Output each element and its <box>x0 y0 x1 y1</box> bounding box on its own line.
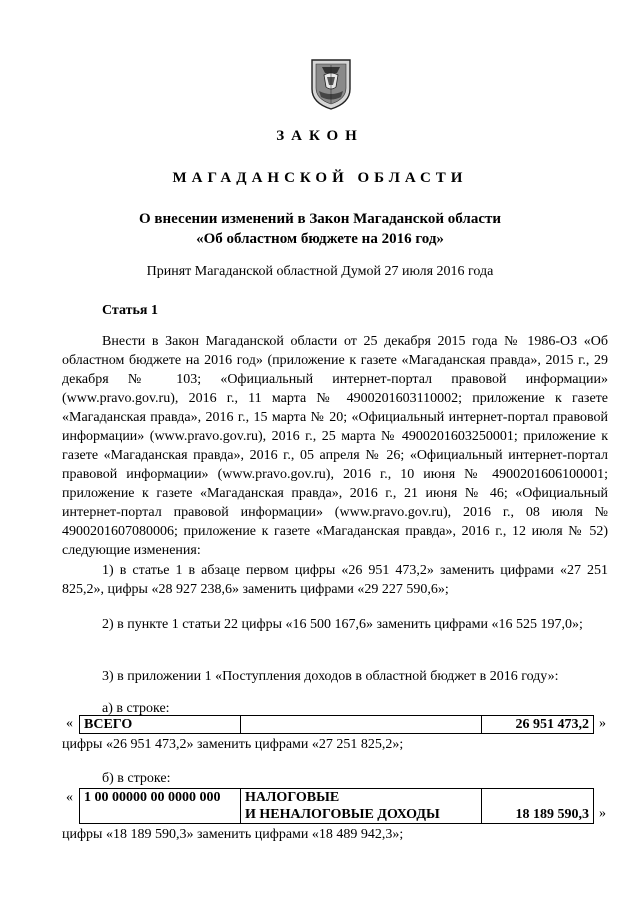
sub-item-b-label: б) в строке: <box>102 771 171 786</box>
row-code-cell: ВСЕГО <box>80 716 241 734</box>
sub-item-a-replacement: цифры «26 951 473,2» заменить цифрами «27 251 825,2»; <box>62 737 404 752</box>
law-subtitle <box>0 209 640 249</box>
table-row <box>80 716 594 734</box>
row-name-cell <box>241 789 482 824</box>
quote-close: » <box>599 806 606 821</box>
amendment-item-3: 3) в приложении 1 «Поступления доходов в областной бюджет в 2016 году»: <box>102 669 559 684</box>
coat-of-arms-icon <box>309 57 353 111</box>
row-name-line-1: НАЛОГОВЫЕ <box>245 790 340 805</box>
row-value-cell: 26 951 473,2 <box>482 716 594 734</box>
row-code-cell: 1 00 00000 00 0000 000 <box>80 789 241 824</box>
quote-open: « <box>66 790 73 805</box>
quote-open: « <box>66 716 73 731</box>
budget-row-table-a <box>79 715 594 734</box>
sub-item-a-label: а) в строке: <box>102 701 170 716</box>
table-row <box>80 789 594 824</box>
row-name-cell <box>241 716 482 734</box>
subtitle-line-2: «Об областном бюджете на 2016 год» <box>196 231 444 247</box>
row-value-cell: 18 189 590,3 <box>482 789 594 824</box>
subtitle-line-1: О внесении изменений в Закон Магаданской области <box>139 211 501 227</box>
budget-row-table-b <box>79 788 594 824</box>
region-title: МАГАДАНСКОЙ ОБЛАСТИ <box>172 170 468 186</box>
quote-close: » <box>599 716 606 731</box>
sub-item-b-replacement: цифры «18 189 590,3» заменить цифрами «18 489 942,3»; <box>62 827 404 842</box>
row-name-line-2: И НЕНАЛОГОВЫЕ ДОХОДЫ <box>245 807 440 822</box>
amendment-item-2: 2) в пункте 1 статьи 22 цифры «16 500 167,6» заменить цифрами «16 525 197,0»; <box>102 617 583 632</box>
article-intro <box>62 332 608 560</box>
article-intro-text: Внести в Закон Магаданской области от 25 декабря 2015 года № 1986-ОЗ «Об областном бюджете на 2016 год» (приложение к газете «Магаданская правда», 2015 г., 29 декабря № 103; «Официальный интернет-портал правовой информации» (www.pravo.gov.ru), 2016 г., 11 марта № 4900201603110002; приложение к газете «Магаданская правда», 2016 г., 15 марта № 20; «Официальный интернет-портал правовой информации» (www.pravo.gov.ru), 2016 г., 25 марта № 4900201603250001; приложение к газете «Магаданская правда», 2016 г., 05 апреля № 26; «Официальный интернет-портал правовой информации» (www.pravo.gov.ru), 2016 г., 10 июня № 4900201606100001; приложение к газете «Магаданская правда», 2016 г., 21 июня № 46; «Официальный интернет-портал правовой информации» (www.pravo.gov.ru), 2016 г., 08 июля № 4900201607080006; приложение к газете «Магаданская правда», 2016 г., 12 июля № 52) следующие изменения: <box>62 334 608 558</box>
adoption-note: Принят Магаданской областной Думой 27 июля 2016 года <box>146 264 494 279</box>
amendment-item-1: 1) в статье 1 в абзаце первом цифры «26 951 473,2» заменить цифрами «27 251 825,2», цифры «28 927 238,6» заменить цифрами «29 227 590,6»; <box>62 563 608 597</box>
article-heading: Статья 1 <box>102 303 158 318</box>
law-title: ЗАКОН <box>276 128 364 144</box>
